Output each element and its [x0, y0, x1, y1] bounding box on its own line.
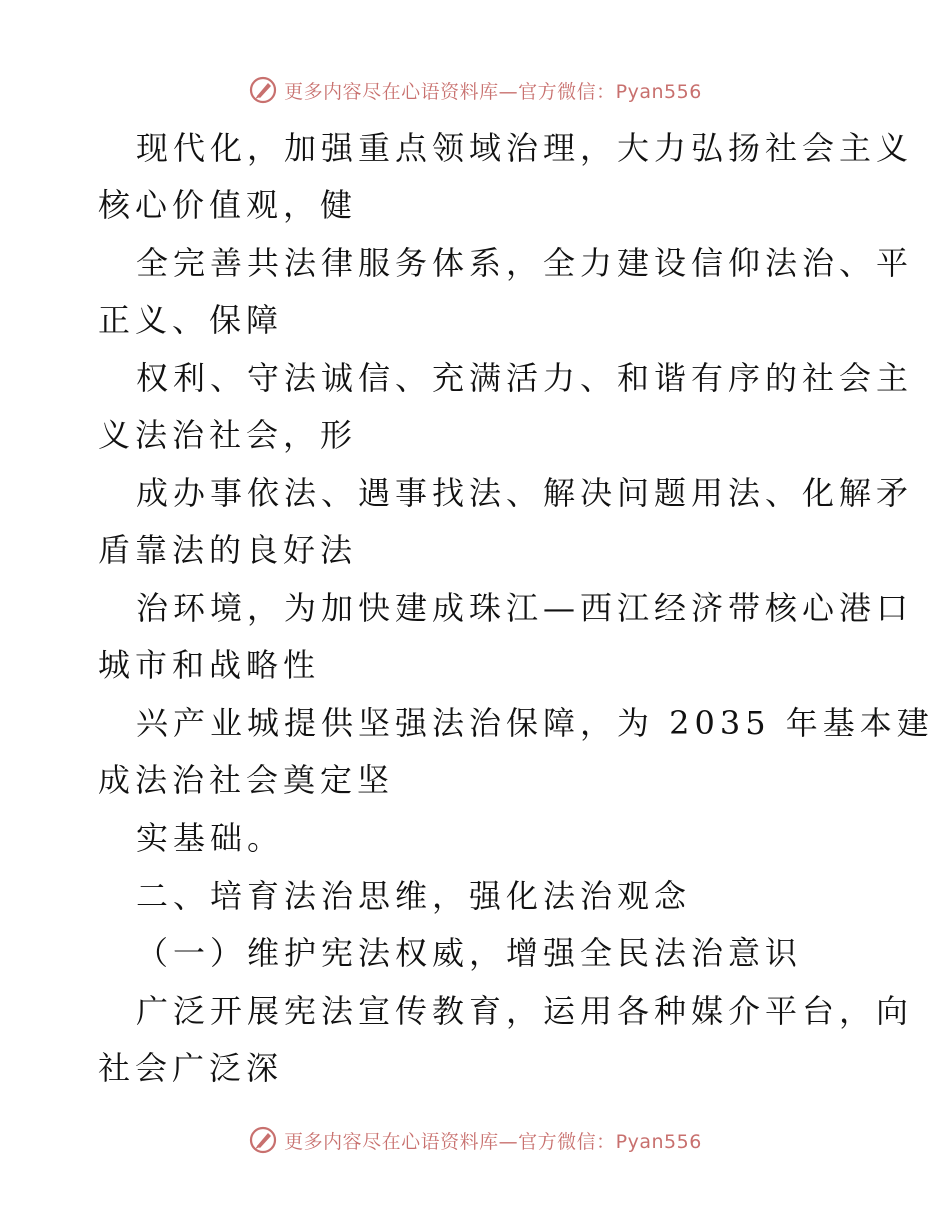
pen-logo-icon [248, 75, 278, 105]
header-watermark [0, 73, 950, 107]
section-heading: 二、培育法治思维，强化法治观念 [136, 877, 692, 915]
text-line: 治环境，为加快建成珠江—西江经济带核心港口 [136, 589, 914, 627]
text-line: 社会广泛深 [98, 1049, 284, 1087]
pen-logo-icon [248, 1125, 278, 1155]
watermark-text: 更多内容尽在心语资料库—官方微信：Pyan556 [284, 80, 702, 103]
text-line: 义法治社会，形 [98, 416, 358, 454]
text-line: 城市和战略性 [98, 646, 321, 684]
watermark-text: 更多内容尽在心语资料库—官方微信：Pyan556 [284, 1130, 702, 1153]
text-line: 实基础。 [136, 819, 285, 857]
text-line: 核心价值观，健 [98, 186, 358, 224]
text-line: 全完善共法律服务体系，全力建设信仰法治、平 [136, 244, 914, 282]
text-line: 兴产业城提供坚强法治保障，为 2035 年基本建 [136, 704, 934, 742]
text-line: 现代化，加强重点领域治理，大力弘扬社会主义 [136, 129, 914, 167]
text-line: 盾靠法的良好法 [98, 531, 358, 569]
text-line: 成法治社会奠定坚 [98, 761, 395, 799]
text-line: 权利、守法诚信、充满活力、和谐有序的社会主 [136, 359, 914, 397]
text-line: 正义、保障 [98, 301, 284, 339]
footer-watermark [0, 1123, 950, 1157]
text-line: 成办事依法、遇事找法、解决问题用法、化解矛 [136, 474, 914, 512]
text-line: 广泛开展宪法宣传教育，运用各种媒介平台，向 [136, 992, 914, 1030]
subsection-heading: （一）维护宪法权威，增强全民法治意识 [136, 934, 803, 972]
